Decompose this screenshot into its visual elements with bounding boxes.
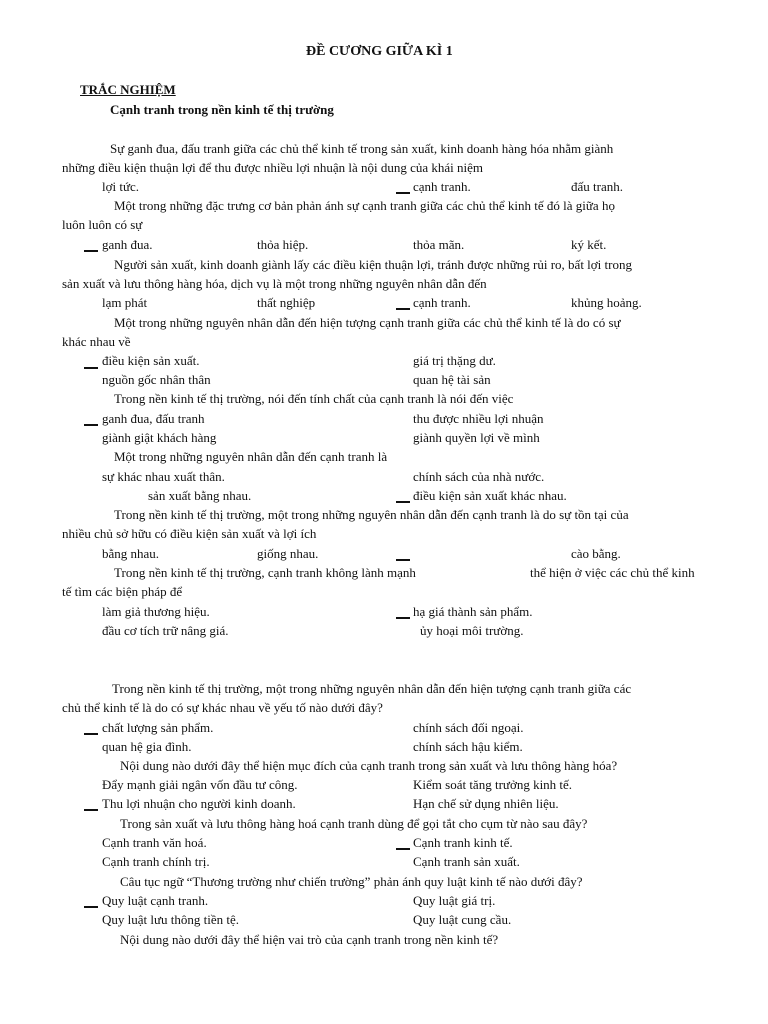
answer-option: ủy hoại môi trường.: [420, 623, 524, 638]
topic-heading: Cạnh tranh trong nền kinh tế thị trường: [110, 102, 334, 117]
answer-option: thất nghiệp: [257, 295, 316, 310]
answer-option: cào bằng.: [571, 546, 621, 561]
answer-option: thỏa hiệp.: [257, 237, 309, 252]
answer-option: Cạnh tranh sản xuất.: [413, 854, 520, 869]
answer-option: quan hệ gia đình.: [102, 739, 192, 754]
answer-option: chất lượng sản phẩm.: [102, 720, 214, 735]
question-stem: những điều kiện thuận lợi để thu được nhiều lợi nhuận là nội dung của khái niệm: [62, 160, 484, 175]
question-stem: chủ thể kinh tế là do có sự khác nhau về yếu tố nào dưới đây?: [62, 700, 383, 715]
answer-mark: [84, 809, 98, 811]
question-stem: Nội dung nào dưới đây thể hiện mục đích của cạnh tranh trong sản xuất và lưu thông hàng hóa?: [120, 758, 618, 773]
answer-option: chính sách của nhà nước.: [413, 469, 545, 484]
answer-option: giành giật khách hàng: [102, 430, 217, 445]
answer-option: quan hệ tài sản: [413, 372, 491, 387]
answer-option: sản xuất bằng nhau.: [148, 488, 252, 503]
answer-option: Thu lợi nhuận cho người kinh doanh.: [102, 796, 296, 811]
answer-option: thỏa mãn.: [413, 237, 465, 252]
question-stem: khác nhau về: [62, 334, 131, 349]
question-stem: luôn luôn có sự: [62, 217, 143, 232]
question-stem: Câu tục ngữ “Thương trường như chiến trường” phản ánh quy luật kinh tế nào dưới đây?: [120, 874, 583, 889]
answer-option: hạ giá thành sản phẩm.: [413, 604, 533, 619]
answer-option: lạm phát: [102, 295, 148, 310]
answer-option: Hạn chế sử dụng nhiên liệu.: [413, 796, 559, 811]
section-heading: TRẮC NGHIỆM: [80, 82, 176, 97]
question-stem: Trong nền kinh tế thị trường, nói đến tính chất của cạnh tranh là nói đến việc: [114, 391, 514, 406]
question-stem: nhiều chủ sở hữu có điều kiện sản xuất và lợi ích: [62, 526, 317, 541]
answer-option: chính sách hậu kiểm.: [413, 739, 523, 754]
answer-option: đầu cơ tích trữ nâng giá.: [102, 623, 229, 638]
question-stem: tế tìm các biện pháp để: [62, 584, 183, 599]
answer-option: cạnh tranh.: [413, 179, 471, 194]
answer-mark: [396, 501, 410, 503]
answer-option: Quy luật giá trị.: [413, 893, 496, 908]
answer-option: Đẩy mạnh giải ngân vốn đầu tư công.: [102, 777, 298, 792]
answer-option: Quy luật lưu thông tiền tệ.: [102, 912, 240, 927]
answer-option: giành quyền lợi về mình: [413, 430, 540, 445]
answer-mark: [84, 733, 98, 735]
answer-option: giống nhau.: [257, 546, 319, 561]
answer-option: thu được nhiều lợi nhuận: [413, 411, 544, 426]
answer-mark: [396, 848, 410, 850]
document-title: ĐỀ CƯƠNG GIỮA KÌ 1: [306, 44, 453, 59]
answer-option: bằng nhau.: [102, 546, 160, 561]
question-stem: Sự ganh đua, đấu tranh giữa các chủ thể kinh tế trong sản xuất, kinh doanh hàng hóa nhằm giành: [110, 141, 614, 156]
answer-option: làm giả thương hiệu.: [102, 604, 210, 619]
answer-option: ganh đua, đấu tranh: [102, 411, 205, 426]
answer-option: ký kết.: [571, 237, 607, 252]
answer-mark: [84, 367, 98, 369]
answer-option: Cạnh tranh chính trị.: [102, 854, 210, 869]
question-stem: Người sản xuất, kinh doanh giành lấy các điều kiện thuận lợi, tránh được những rủi ro, bất lợi trong: [114, 257, 632, 272]
answer-option: giá trị thặng dư.: [413, 353, 496, 368]
answer-option: Cạnh tranh kinh tế.: [413, 835, 513, 850]
answer-option: sự khác nhau xuất thân.: [102, 469, 225, 484]
answer-mark: [396, 192, 410, 194]
answer-option: ganh đua.: [102, 237, 153, 252]
question-stem: Trong nền kinh tế thị trường, một trong những nguyên nhân dẫn đến hiện tượng cạnh tranh giữa các: [112, 681, 632, 696]
question-stem: thể hiện ở việc các chủ thể kinh: [530, 565, 695, 580]
answer-option: cạnh tranh.: [413, 295, 471, 310]
question-stem: Nội dung nào dưới đây thể hiện vai trò của cạnh tranh trong nền kinh tế?: [120, 932, 499, 947]
answer-option: nguồn gốc nhân thân: [102, 372, 211, 387]
answer-mark: [396, 559, 410, 561]
answer-mark: [84, 250, 98, 252]
answer-mark: [84, 906, 98, 908]
question-stem: sản xuất và lưu thông hàng hóa, dịch vụ là một trong những nguyên nhân dẫn đến: [62, 276, 487, 291]
answer-option: Quy luật cung cầu.: [413, 912, 512, 927]
answer-option: chính sách đối ngoại.: [413, 720, 524, 735]
answer-mark: [396, 308, 410, 310]
answer-option: Kiểm soát tăng trưởng kinh tế.: [413, 777, 573, 792]
answer-option: Cạnh tranh văn hoá.: [102, 835, 207, 850]
answer-mark: [396, 617, 410, 619]
answer-option: điều kiện sản xuất.: [102, 353, 200, 368]
answer-mark: [84, 424, 98, 426]
question-stem: Trong nền kinh tế thị trường, cạnh tranh không lành mạnh: [114, 565, 416, 580]
question-stem: Trong nền kinh tế thị trường, một trong những nguyên nhân dẫn đến cạnh tranh là do sự tồn tại của: [114, 507, 629, 522]
question-stem: Trong sản xuất và lưu thông hàng hoá cạnh tranh dùng để gọi tắt cho cụm từ nào sau đây?: [120, 816, 588, 831]
answer-option: lợi tức.: [102, 179, 140, 194]
question-stem: Một trong những đặc trưng cơ bản phản ánh sự cạnh tranh giữa các chủ thể kinh tế đó là giữa họ: [114, 198, 615, 213]
question-stem: Một trong những nguyên nhân dẫn đến cạnh tranh là: [114, 449, 388, 464]
answer-option: Quy luật cạnh tranh.: [102, 893, 209, 908]
question-stem: Một trong những nguyên nhân dẫn đến hiện tượng cạnh tranh giữa các chủ thể kinh tế là do có sự: [114, 315, 621, 330]
answer-option: điều kiện sản xuất khác nhau.: [413, 488, 567, 503]
answer-option: đấu tranh.: [571, 179, 623, 194]
answer-option: khủng hoảng.: [571, 295, 642, 310]
